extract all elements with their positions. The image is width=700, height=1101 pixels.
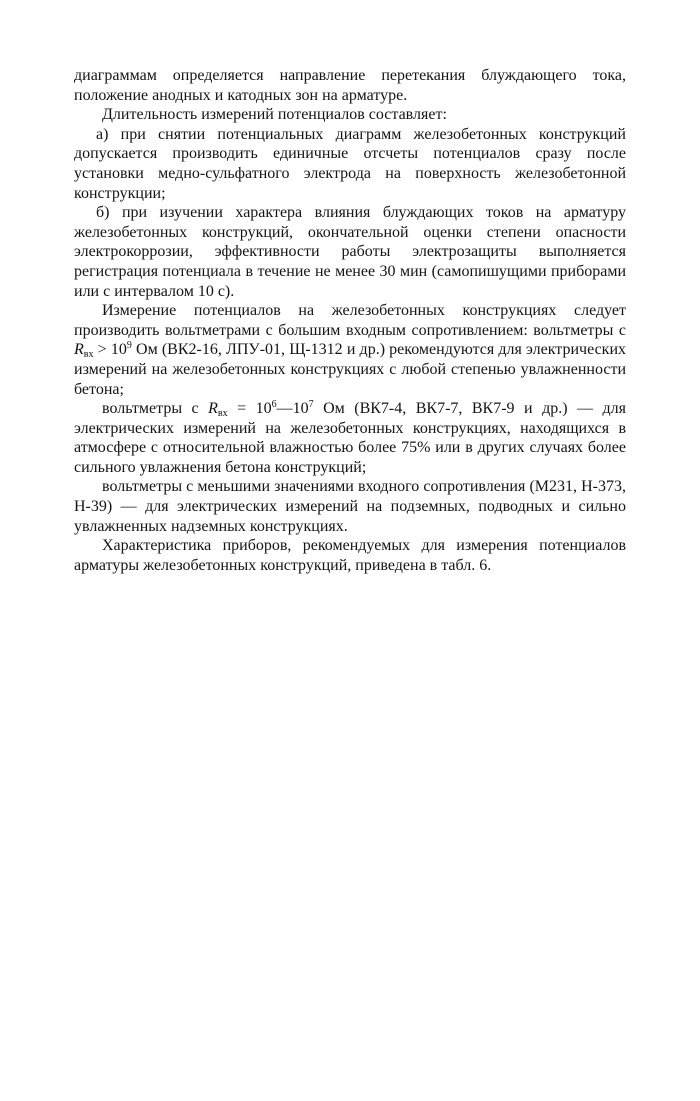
resistance-symbol-2: R <box>208 400 218 418</box>
medium-text-after: Ом (ВК7-4, ВК7-7, ВК7-9 и др.) — для электрических измерений на железобетонных конструкциях, находящихся в атмосфере с относительной влажностью более 75% или в других случаях более сильного увлажнения бетона конструкций; <box>74 400 626 476</box>
resistance-relation: > 10 <box>93 341 127 359</box>
measure-text-after: Ом (ВК2-16, ЛПУ-01, Щ-1312 и др.) рекомендуются для электрических измерений на железобетонных конструкциях с любой степенью увлажненности бетона; <box>74 341 627 398</box>
paragraph-duration-intro: Длительность измерений потенциалов составляет: <box>102 106 447 124</box>
paragraph-table-reference: Характеристика приборов, рекомендуемых для измерения потенциалов арматуры железобетонных конструкций, приведена в табл. 6. <box>74 537 626 574</box>
paragraph-voltmeters-low: вольтметры с меньшими значениями входного сопротивления (М231, Н-373, Н-39) — для электрических измерений на подземных, подводных и сильно увлажненных надземных конструкциях. <box>74 478 626 535</box>
resistance-exponent-b: 7 <box>308 399 314 411</box>
resistance-exponent-a: 6 <box>271 399 277 411</box>
list-item-a: а) при снятии потенциальных диаграмм железобетонных конструкций допускается производить единичные отсчеты потенциалов сразу после установки медно-сульфатного электрода на поверхность железобетонной конструкции; <box>74 125 626 202</box>
resistance-range-dash: —10 <box>276 400 309 418</box>
resistance-symbol: R <box>74 341 84 359</box>
list-item-b: б) при изучении характера влияния блуждающих токов на арматуру железобетонных конструкций, окончательной оценки степени опасности электрокоррозии, эффективности работы электрозащиты выполняется регистрация потенциала в течение не менее 30 мин (самопишущими приборами или с интервалом 10 с). <box>74 204 626 300</box>
resistance-subscript-2: вх <box>217 408 228 420</box>
paragraph-diagram-result: диаграммам определяется направление перетекания блуждающего тока, положение анодных и катодных зон на арматуре. <box>74 67 626 104</box>
medium-text-before: вольтметры с <box>102 400 209 418</box>
resistance-subscript: вх <box>83 349 94 361</box>
paragraph-measurement-voltmeters <box>74 301 626 399</box>
resistance-relation-2: = 10 <box>227 400 272 418</box>
document-body <box>74 66 626 575</box>
resistance-exponent: 9 <box>126 340 132 352</box>
measure-text-before: Измерение потенциалов на железобетонных конструкциях следует производить вольтметрами с большим входным сопротивлением: вольтметры с <box>74 302 626 339</box>
paragraph-voltmeters-medium <box>74 399 626 477</box>
